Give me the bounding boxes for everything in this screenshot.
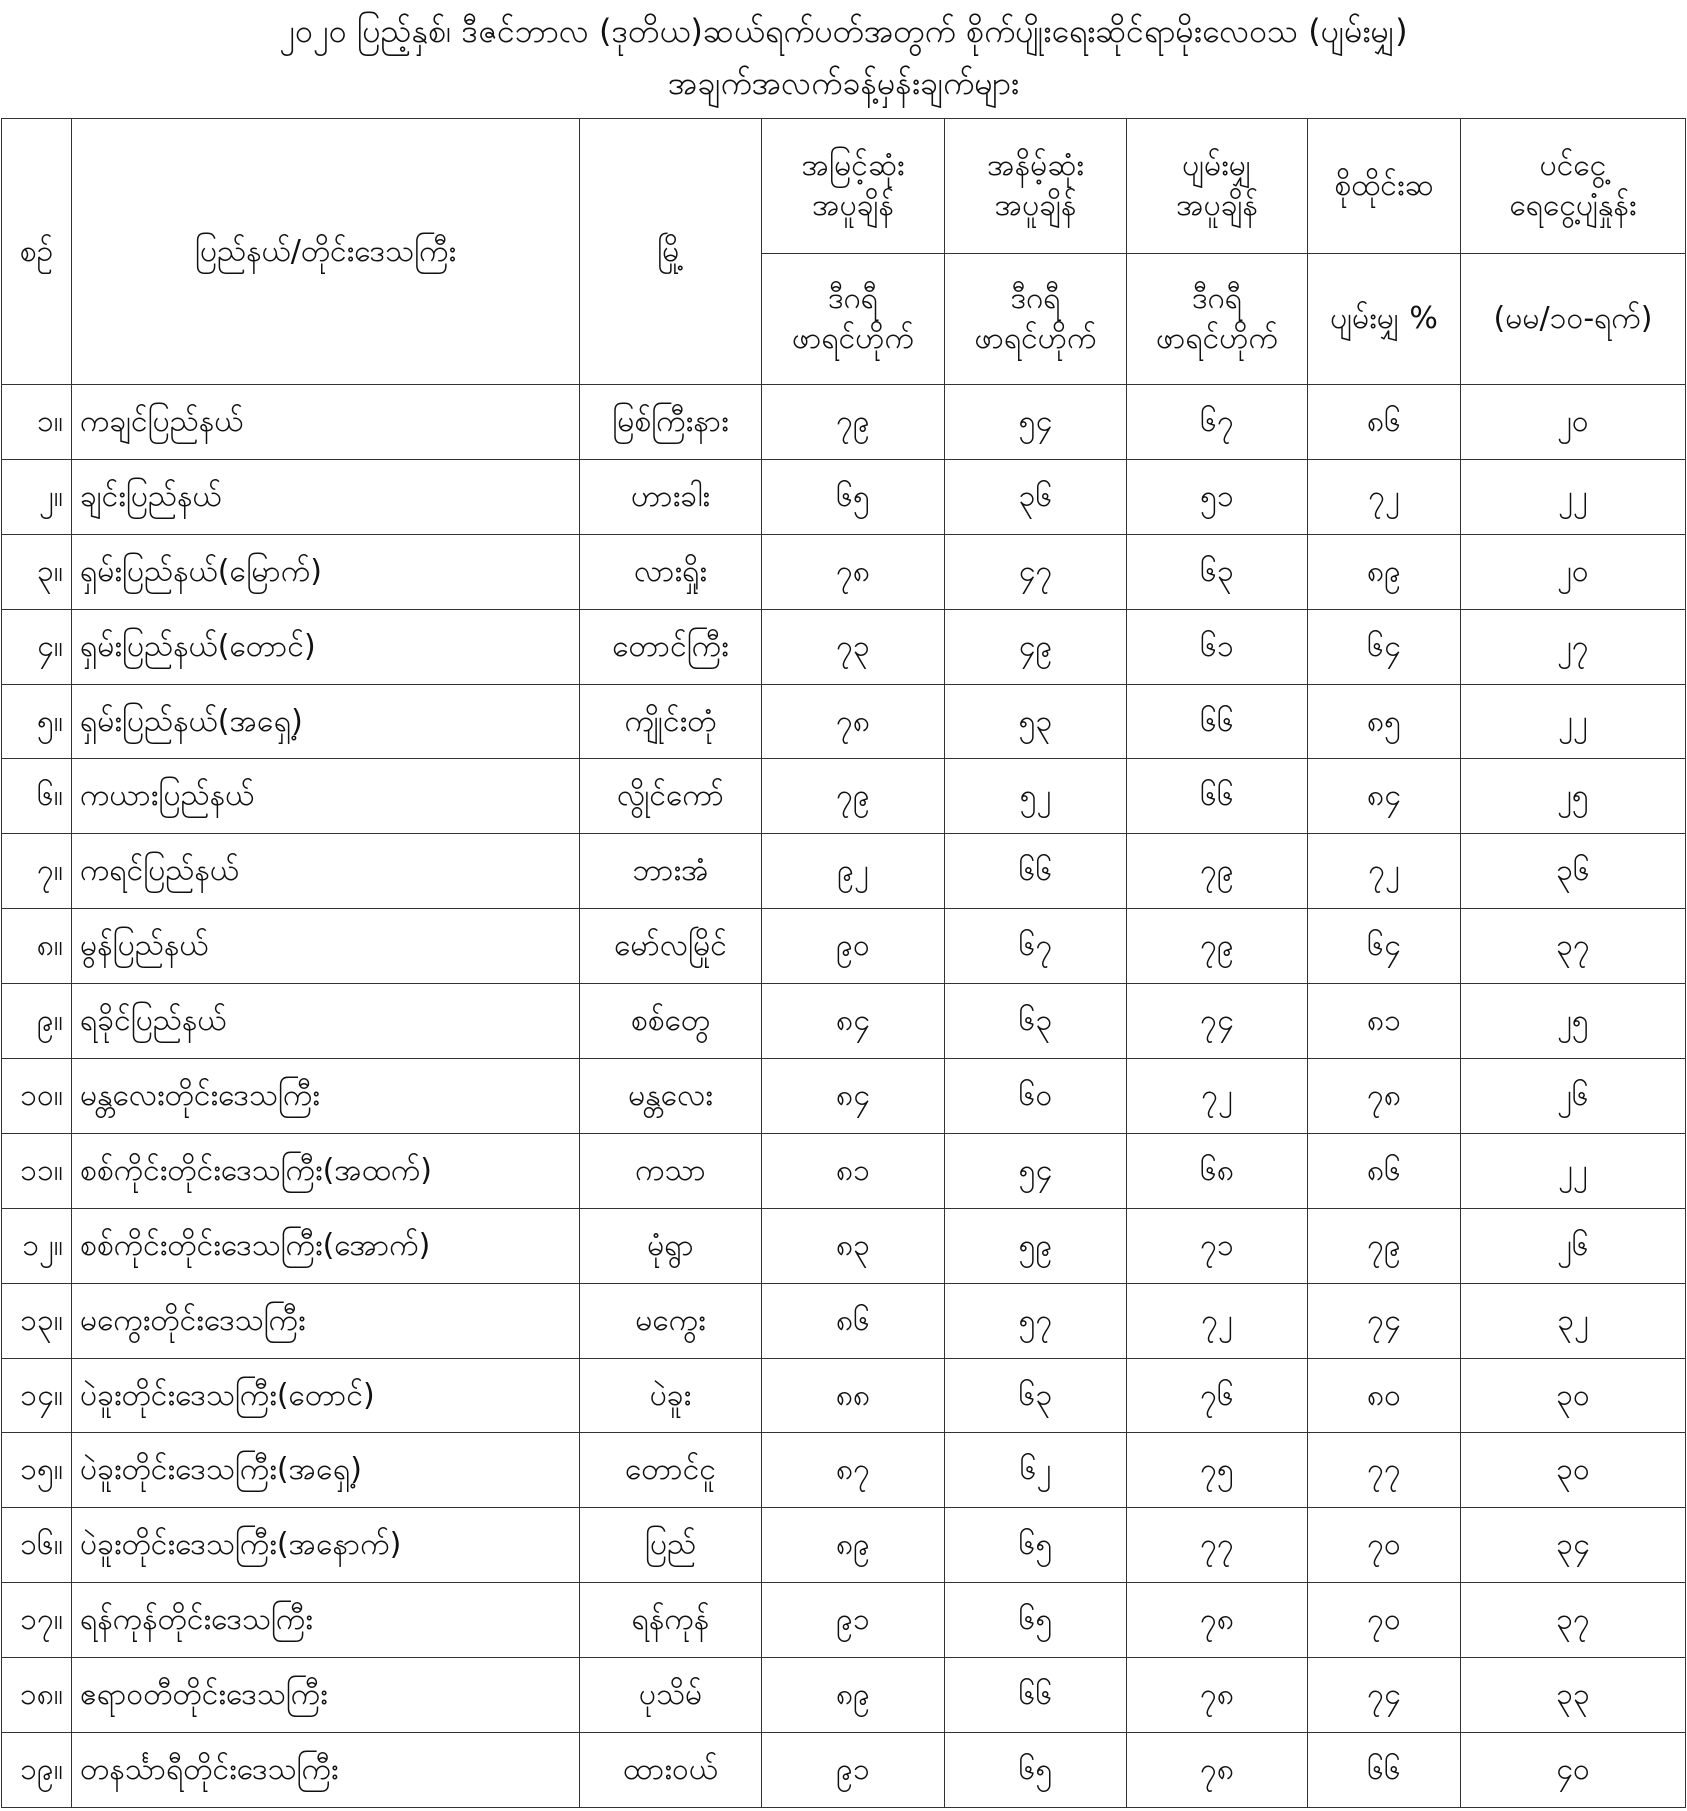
cell-evaporation: ၃၆ [1461,834,1686,909]
cell-min-temp: ၆၃ [945,1358,1127,1433]
table-row [2,984,1686,1059]
cell-evaporation: ၃၃ [1461,1658,1686,1733]
cell-region: ပဲခူးတိုင်းဒေသကြီး(အနောက်) [72,1508,580,1583]
cell-city: ပြည် [580,1508,762,1583]
cell-region: ကယားပြည်နယ် [72,759,580,834]
cell-city: မကွေး [580,1283,762,1358]
cell-min-temp: ၆၇ [945,909,1127,984]
table-row [2,1508,1686,1583]
cell-humidity: ၇၄ [1308,1658,1461,1733]
cell-evaporation: ၂၆ [1461,1208,1686,1283]
cell-sno: ၅။ [2,684,72,759]
cell-evaporation: ၃၀ [1461,1358,1686,1433]
cell-max-temp: ၈၁ [762,1133,945,1208]
cell-min-temp: ၆၀ [945,1059,1127,1134]
cell-avg-temp: ၆၆ [1127,759,1308,834]
cell-avg-temp: ၇၈ [1127,1733,1308,1808]
table-row [2,1358,1686,1433]
cell-avg-temp: ၇၄ [1127,984,1308,1059]
cell-min-temp: ၅၃ [945,684,1127,759]
cell-city: ပုသိမ် [580,1658,762,1733]
cell-evaporation: ၂၅ [1461,984,1686,1059]
cell-sno: ၃။ [2,534,72,609]
header-row-labels [2,119,1686,254]
cell-sno: ၁၁။ [2,1133,72,1208]
cell-sno: ၆။ [2,759,72,834]
cell-humidity: ၆၄ [1308,909,1461,984]
cell-sno: ၁၇။ [2,1583,72,1658]
cell-sno: ၂။ [2,459,72,534]
cell-sno: ၁၈။ [2,1658,72,1733]
cell-region: ရန်ကုန်တိုင်းဒေသကြီး [72,1583,580,1658]
cell-region: တနင်္သာရီတိုင်းဒေသကြီး [72,1733,580,1808]
table-row [2,459,1686,534]
cell-max-temp: ၈၆ [762,1283,945,1358]
cell-sno: ၁၆။ [2,1508,72,1583]
cell-max-temp: ၈၉ [762,1658,945,1733]
cell-evaporation: ၂၀ [1461,534,1686,609]
cell-evaporation: ၃၇ [1461,909,1686,984]
cell-sno: ၁။ [2,385,72,460]
cell-min-temp: ၅၉ [945,1208,1127,1283]
header-max-temp: အမြင့်ဆုံး အပူချိန် [762,119,945,254]
cell-region: ကရင်ပြည်နယ် [72,834,580,909]
cell-max-temp: ၈၈ [762,1358,945,1433]
cell-sno: ၁၂။ [2,1208,72,1283]
cell-sno: ၉။ [2,984,72,1059]
cell-sno: ၁၅။ [2,1433,72,1508]
cell-region: မွန်ပြည်နယ် [72,909,580,984]
cell-evaporation: ၂၂ [1461,684,1686,759]
cell-max-temp: ၉၁ [762,1583,945,1658]
cell-max-temp: ၉၁ [762,1733,945,1808]
table-row [2,1133,1686,1208]
cell-humidity: ၇၀ [1308,1583,1461,1658]
cell-humidity: ၇၉ [1308,1208,1461,1283]
table-row [2,834,1686,909]
cell-humidity: ၈၉ [1308,534,1461,609]
cell-avg-temp: ၇၇ [1127,1508,1308,1583]
cell-min-temp: ၆၅ [945,1733,1127,1808]
cell-min-temp: ၆၅ [945,1508,1127,1583]
cell-humidity: ၈၆ [1308,1133,1461,1208]
cell-min-temp: ၆၂ [945,1433,1127,1508]
cell-evaporation: ၂၇ [1461,609,1686,684]
cell-region: မကွေးတိုင်းဒေသကြီး [72,1283,580,1358]
cell-sno: ၁၃။ [2,1283,72,1358]
cell-sno: ၁၉။ [2,1733,72,1808]
table-row [2,909,1686,984]
cell-evaporation: ၃၀ [1461,1433,1686,1508]
table-header [2,119,1686,385]
table-row [2,1283,1686,1358]
cell-sno: ၁၄။ [2,1358,72,1433]
cell-humidity: ၈၀ [1308,1358,1461,1433]
cell-city: ဟားခါး [580,459,762,534]
cell-city: မြစ်ကြီးနား [580,385,762,460]
cell-evaporation: ၃၂ [1461,1283,1686,1358]
cell-city: ဘားအံ [580,834,762,909]
cell-humidity: ၇၂ [1308,834,1461,909]
table-row [2,1658,1686,1733]
table-row [2,534,1686,609]
table-body [2,385,1686,1808]
cell-min-temp: ၆၃ [945,984,1127,1059]
cell-city: တောင်ငူ [580,1433,762,1508]
unit-humidity: ပျမ်းမျှ % [1308,254,1461,385]
cell-avg-temp: ၇၂ [1127,1059,1308,1134]
cell-min-temp: ၅၄ [945,385,1127,460]
cell-max-temp: ၈၃ [762,1208,945,1283]
cell-city: ကျိုင်းတုံ [580,684,762,759]
unit-max-temp: ဒီဂရီ ဖာရင်ဟိုက် [762,254,945,385]
table-row [2,1733,1686,1808]
cell-max-temp: ၉၀ [762,909,945,984]
cell-region: ရှမ်းပြည်နယ်(တောင်) [72,609,580,684]
cell-city: ပဲခူး [580,1358,762,1433]
cell-evaporation: ၂၀ [1461,385,1686,460]
table-row [2,759,1686,834]
cell-min-temp: ၅၂ [945,759,1127,834]
cell-humidity: ၇၂ [1308,459,1461,534]
cell-max-temp: ၇၉ [762,385,945,460]
cell-city: မုံရွာ [580,1208,762,1283]
cell-region: ပဲခူးတိုင်းဒေသကြီး(အရှေ့) [72,1433,580,1508]
cell-region: ဧရာဝတီတိုင်းဒေသကြီး [72,1658,580,1733]
cell-sno: ၁၀။ [2,1059,72,1134]
cell-region: ရှမ်းပြည်နယ်(အရှေ့) [72,684,580,759]
cell-avg-temp: ၆၃ [1127,534,1308,609]
table-row [2,1433,1686,1508]
cell-avg-temp: ၇၈ [1127,1583,1308,1658]
cell-evaporation: ၂၂ [1461,1133,1686,1208]
cell-region: ချင်းပြည်နယ် [72,459,580,534]
cell-city: မော်လမြိုင် [580,909,762,984]
cell-avg-temp: ၆၁ [1127,609,1308,684]
cell-avg-temp: ၇၅ [1127,1433,1308,1508]
cell-max-temp: ၆၅ [762,459,945,534]
cell-sno: ၄။ [2,609,72,684]
document-subtitle: အချက်အလက်ခန့်မှန်းချက်များ [668,64,1019,102]
unit-avg-temp: ဒီဂရီ ဖာရင်ဟိုက် [1127,254,1308,385]
cell-humidity: ၈၆ [1308,385,1461,460]
cell-humidity: ၇၈ [1308,1059,1461,1134]
cell-min-temp: ၅၄ [945,1133,1127,1208]
cell-min-temp: ၄၉ [945,609,1127,684]
table-row [2,609,1686,684]
cell-evaporation: ၃၇ [1461,1583,1686,1658]
cell-region: မန္တလေးတိုင်းဒေသကြီး [72,1059,580,1134]
cell-city: လွိုင်ကော် [580,759,762,834]
header-sno: စဉ် [2,119,72,385]
cell-city: ရန်ကုန် [580,1583,762,1658]
cell-city: စစ်တွေ [580,984,762,1059]
cell-region: ရခိုင်ပြည်နယ် [72,984,580,1059]
cell-sno: ၈။ [2,909,72,984]
table-row [2,684,1686,759]
cell-max-temp: ၈၄ [762,984,945,1059]
unit-min-temp: ဒီဂရီ ဖာရင်ဟိုက် [945,254,1127,385]
cell-sno: ၇။ [2,834,72,909]
cell-max-temp: ၇၃ [762,609,945,684]
cell-region: ပဲခူးတိုင်းဒေသကြီး(တောင်) [72,1358,580,1433]
cell-max-temp: ၇၈ [762,534,945,609]
cell-avg-temp: ၆၈ [1127,1133,1308,1208]
header-humidity: စိုထိုင်းဆ [1308,119,1461,254]
cell-avg-temp: ၇၆ [1127,1358,1308,1433]
cell-avg-temp: ၅၁ [1127,459,1308,534]
unit-evaporation: (မမ/၁၀-ရက်) [1461,254,1686,385]
cell-avg-temp: ၇၈ [1127,1658,1308,1733]
cell-humidity: ၆၆ [1308,1733,1461,1808]
header-city: မြို့ [580,119,762,385]
cell-humidity: ၇၀ [1308,1508,1461,1583]
cell-evaporation: ၂၂ [1461,459,1686,534]
cell-max-temp: ၉၂ [762,834,945,909]
cell-city: ကသာ [580,1133,762,1208]
table-row [2,1583,1686,1658]
cell-min-temp: ၄၇ [945,534,1127,609]
cell-avg-temp: ၆၆ [1127,684,1308,759]
cell-humidity: ၇၇ [1308,1433,1461,1508]
header-region: ပြည်နယ်/တိုင်းဒေသကြီး [72,119,580,385]
cell-min-temp: ၅၇ [945,1283,1127,1358]
cell-region: ကချင်ပြည်နယ် [72,385,580,460]
cell-humidity: ၈၅ [1308,684,1461,759]
cell-city: မန္တလေး [580,1059,762,1134]
cell-max-temp: ၇၉ [762,759,945,834]
cell-humidity: ၈၄ [1308,759,1461,834]
cell-humidity: ၆၄ [1308,609,1461,684]
header-avg-temp: ပျမ်းမျှ အပူချိန် [1127,119,1308,254]
cell-min-temp: ၃၆ [945,459,1127,534]
cell-region: စစ်ကိုင်းတိုင်းဒေသကြီး(အထက်) [72,1133,580,1208]
table-row [2,385,1686,460]
cell-min-temp: ၆၆ [945,1658,1127,1733]
cell-max-temp: ၇၈ [762,684,945,759]
cell-avg-temp: ၇၁ [1127,1208,1308,1283]
header-evaporation: ပင်ငွေ့ ရေငွေ့ပျံနှုန်း [1461,119,1686,254]
cell-city: ထားဝယ် [580,1733,762,1808]
cell-evaporation: ၃၄ [1461,1508,1686,1583]
cell-max-temp: ၈၄ [762,1059,945,1134]
cell-evaporation: ၂၆ [1461,1059,1686,1134]
cell-min-temp: ၆၅ [945,1583,1127,1658]
cell-avg-temp: ၇၉ [1127,834,1308,909]
document-title: ၂၀၂၀ ပြည့်နှစ်၊ ဒီဇင်ဘာလ (ဒုတိယ)ဆယ်ရက်ပတ်အတွက် စိုက်ပျိုးရေးဆိုင်ရာမိုးလေဝသ (ပျမ်းမျှ) [279,12,1408,50]
weather-table [1,118,1686,1808]
cell-humidity: ၈၁ [1308,984,1461,1059]
table-row [2,1059,1686,1134]
cell-city: လားရှိုး [580,534,762,609]
cell-max-temp: ၈၇ [762,1433,945,1508]
cell-avg-temp: ၇၂ [1127,1283,1308,1358]
cell-max-temp: ၈၉ [762,1508,945,1583]
cell-avg-temp: ၇၉ [1127,909,1308,984]
cell-humidity: ၇၄ [1308,1283,1461,1358]
cell-city: တောင်ကြီး [580,609,762,684]
cell-evaporation: ၄၀ [1461,1733,1686,1808]
cell-region: ရှမ်းပြည်နယ်(မြောက်) [72,534,580,609]
cell-avg-temp: ၆၇ [1127,385,1308,460]
table-row [2,1208,1686,1283]
header-min-temp: အနိမ့်ဆုံး အပူချိန် [945,119,1127,254]
cell-evaporation: ၂၅ [1461,759,1686,834]
cell-min-temp: ၆၆ [945,834,1127,909]
cell-region: စစ်ကိုင်းတိုင်းဒေသကြီး(အောက်) [72,1208,580,1283]
